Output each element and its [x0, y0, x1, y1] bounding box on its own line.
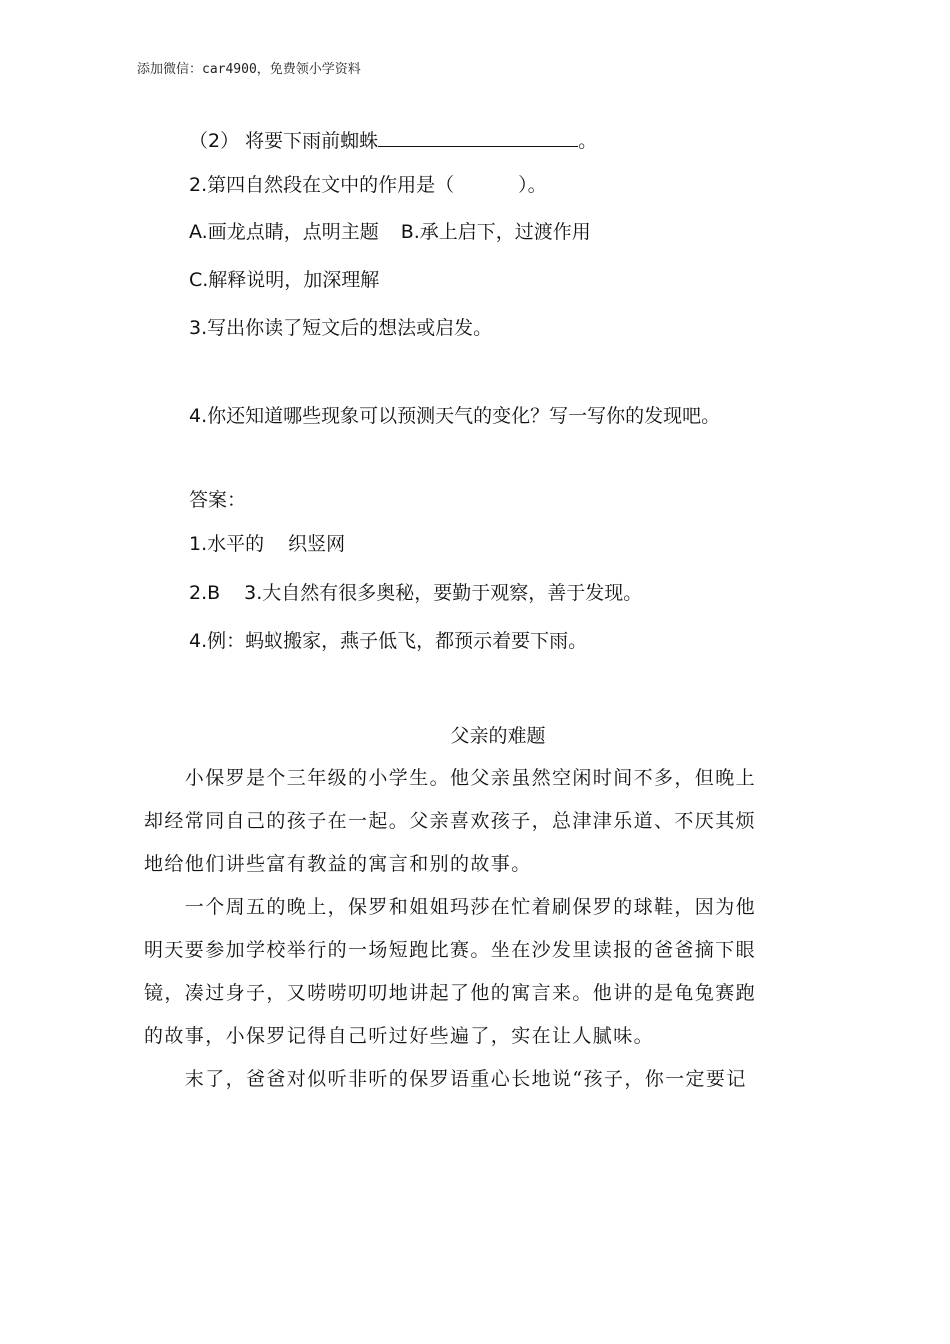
question-2-text: 2.第四自然段在文中的作用是（	[189, 174, 455, 196]
answer-4: 4.例：蚂蚁搬家，燕子低飞，都预示着要下雨。	[189, 630, 588, 652]
story-line: 末了，爸爸对似听非听的保罗语重心长地说“孩子，你一定要记	[144, 1068, 747, 1090]
answer-blank	[378, 126, 578, 147]
question-1-2-text: （2） 将要下雨前蜘蛛	[189, 130, 379, 152]
story-line: 地给他们讲些富有教益的寓言和别的故事。	[144, 853, 532, 875]
answer-1	[189, 530, 345, 558]
option-a: A.画龙点睛，点明主题	[189, 221, 379, 243]
answer-2-3	[189, 579, 642, 607]
answer-1-part-1: 1.水平的	[189, 533, 265, 555]
answer-2: 2.B	[189, 582, 221, 604]
answer-3: 3.大自然有很多奥秘，要勤于观察，善于发现。	[244, 582, 643, 604]
question-2	[189, 171, 547, 199]
question-2-end: ）。	[518, 174, 547, 196]
question-2-options-ab	[189, 218, 591, 246]
header-note: 添加微信：car4900，免费领小学资料	[137, 62, 361, 77]
answer-1-part-2: 织竖网	[288, 533, 346, 555]
story-line: 镜，凑过身子，又唠唠叨叨地讲起了他的寓言来。他讲的是龟兔赛跑	[144, 982, 757, 1004]
story-line: 却经常同自己的孩子在一起。父亲喜欢孩子，总津津乐道、不厌其烦	[144, 810, 757, 832]
story-title: 父亲的难题	[450, 725, 546, 747]
answers-heading: 答案：	[189, 489, 247, 511]
option-b: B.承上启下，过渡作用	[400, 221, 591, 243]
story-line: 明天要参加学校举行的一场短跑比赛。坐在沙发里读报的爸爸摘下眼	[144, 939, 757, 961]
story-body	[144, 757, 824, 1101]
story-line: 一个周五的晚上，保罗和姐姐玛莎在忙着刷保罗的球鞋，因为他	[144, 896, 757, 918]
option-c: C.解释说明，加深理解	[189, 269, 380, 291]
question-3: 3.写出你读了短文后的想法或启发。	[189, 317, 493, 339]
question-1-2-end: 。	[578, 130, 598, 152]
question-1-2	[189, 126, 597, 155]
story-line: 小保罗是个三年级的小学生。他父亲虽然空闲时间不多，但晚上	[144, 767, 757, 789]
story-line: 的故事，小保罗记得自己听过好些遍了，实在让人腻味。	[144, 1025, 655, 1047]
question-4: 4.你还知道哪些现象可以预测天气的变化？写一写你的发现吧。	[189, 405, 721, 427]
